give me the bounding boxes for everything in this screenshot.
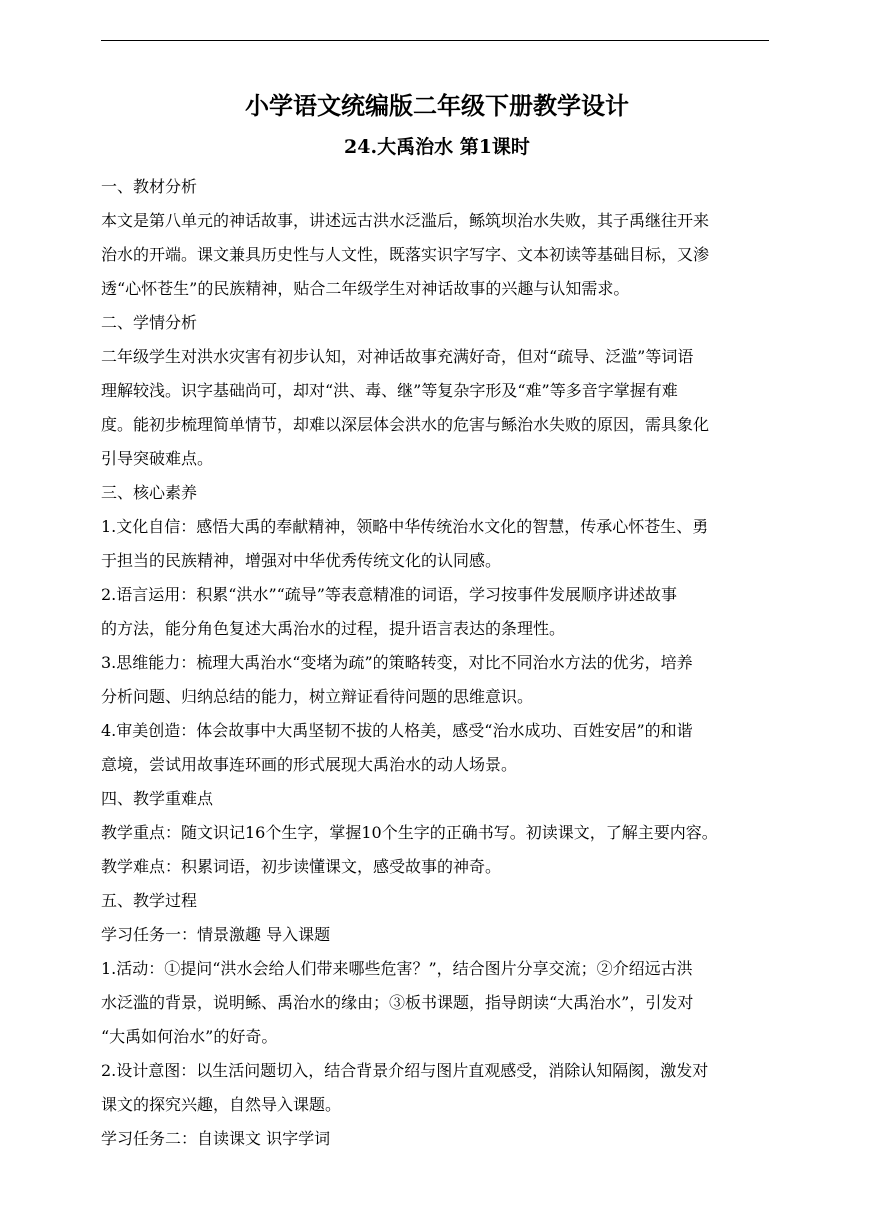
list-item-line: 水泛滥的背景，说明鲧、禹治水的缘由；③板书课题，指导朗读“大禹治水”，引发对: [101, 993, 694, 1012]
list-item-line: “大禹如何治水”的好奇。: [101, 1027, 278, 1046]
section-heading-core-literacy: 三、核心素养: [101, 483, 198, 502]
list-item-line: 4.审美创造：体会故事中大禹坚韧不拔的人格美，感受“治水成功、百姓安居”的和谐: [101, 721, 693, 740]
paragraph-line: 本文是第八单元的神话故事，讲述远古洪水泛滥后，鲧筑坝治水失败，其子禹继往开来: [101, 211, 710, 230]
paragraph-line: 理解较浅。识字基础尚可，却对“洪、毒、继”等复杂字形及“难”等多音字掌握有难: [101, 381, 678, 400]
list-item-line: 分析问题、归纳总结的能力，树立辩证看待问题的思维意识。: [101, 687, 534, 706]
list-item-line: 3.思维能力：梳理大禹治水“变堵为疏”的策略转变，对比不同治水方法的优劣，培养: [101, 653, 693, 672]
header-rule: [101, 40, 769, 41]
section-heading-key-points: 四、教学重难点: [101, 789, 214, 808]
list-item-line: 1.文化自信：感悟大禹的奉献精神，领略中华传统治水文化的智慧，传承心怀苍生、勇: [101, 517, 709, 536]
paragraph-line: 教学重点：随文识记16个生字，掌握10个生字的正确书写。初读课文，了解主要内容。: [101, 823, 718, 842]
document-title: 小学语文统编版二年级下册教学设计: [245, 91, 629, 120]
list-item-line: 课文的探究兴趣，自然导入课题。: [101, 1095, 342, 1114]
paragraph-line: 引导突破难点。: [101, 449, 214, 468]
section-heading-student-analysis: 二、学情分析: [101, 313, 198, 332]
list-item-line: 意境，尝试用故事连环画的形式展现大禹治水的动人场景。: [101, 755, 518, 774]
lesson-title: 24.大禹治水 第1课时: [344, 136, 530, 158]
list-item-line: 2.设计意图：以生活问题切入，结合背景介绍与图片直观感受，消除认知隔阂，激发对: [101, 1061, 709, 1080]
list-item-line: 的方法，能分角色复述大禹治水的过程，提升语言表达的条理性。: [101, 619, 566, 638]
paragraph-line: 透“心怀苍生”的民族精神，贴合二年级学生对神话故事的兴趣与认知需求。: [101, 279, 630, 298]
task-heading: 学习任务二：自读课文 识字学词: [101, 1129, 331, 1148]
document-body: [101, 84, 773, 1156]
paragraph-line: 教学难点：积累词语，初步读懂课文，感受故事的神奇。: [101, 857, 502, 876]
task-heading: 学习任务一：情景激趣 导入课题: [101, 925, 331, 944]
paragraph-line: 二年级学生对洪水灾害有初步认知，对神话故事充满好奇，但对“疏导、泛滥”等词语: [101, 347, 694, 366]
list-item-line: 于担当的民族精神，增强对中华优秀传统文化的认同感。: [101, 551, 502, 570]
paragraph-line: 治水的开端。课文兼具历史性与人文性，既落实识字写字、文本初读等基础目标，又渗: [101, 245, 710, 264]
paragraph-line: 度。能初步梳理简单情节，却难以深层体会洪水的危害与鲧治水失败的原因，需具象化: [101, 415, 710, 434]
list-item-line: 2.语言运用：积累“洪水”“疏导”等表意精准的词语，学习按事件发展顺序讲述故事: [101, 585, 677, 604]
section-heading-textbook-analysis: 一、教材分析: [101, 177, 198, 196]
section-heading-teaching-process: 五、教学过程: [101, 891, 198, 910]
list-item-line: 1.活动：①提问“洪水会给人们带来哪些危害？”，结合图片分享交流；②介绍远古洪: [101, 959, 693, 978]
